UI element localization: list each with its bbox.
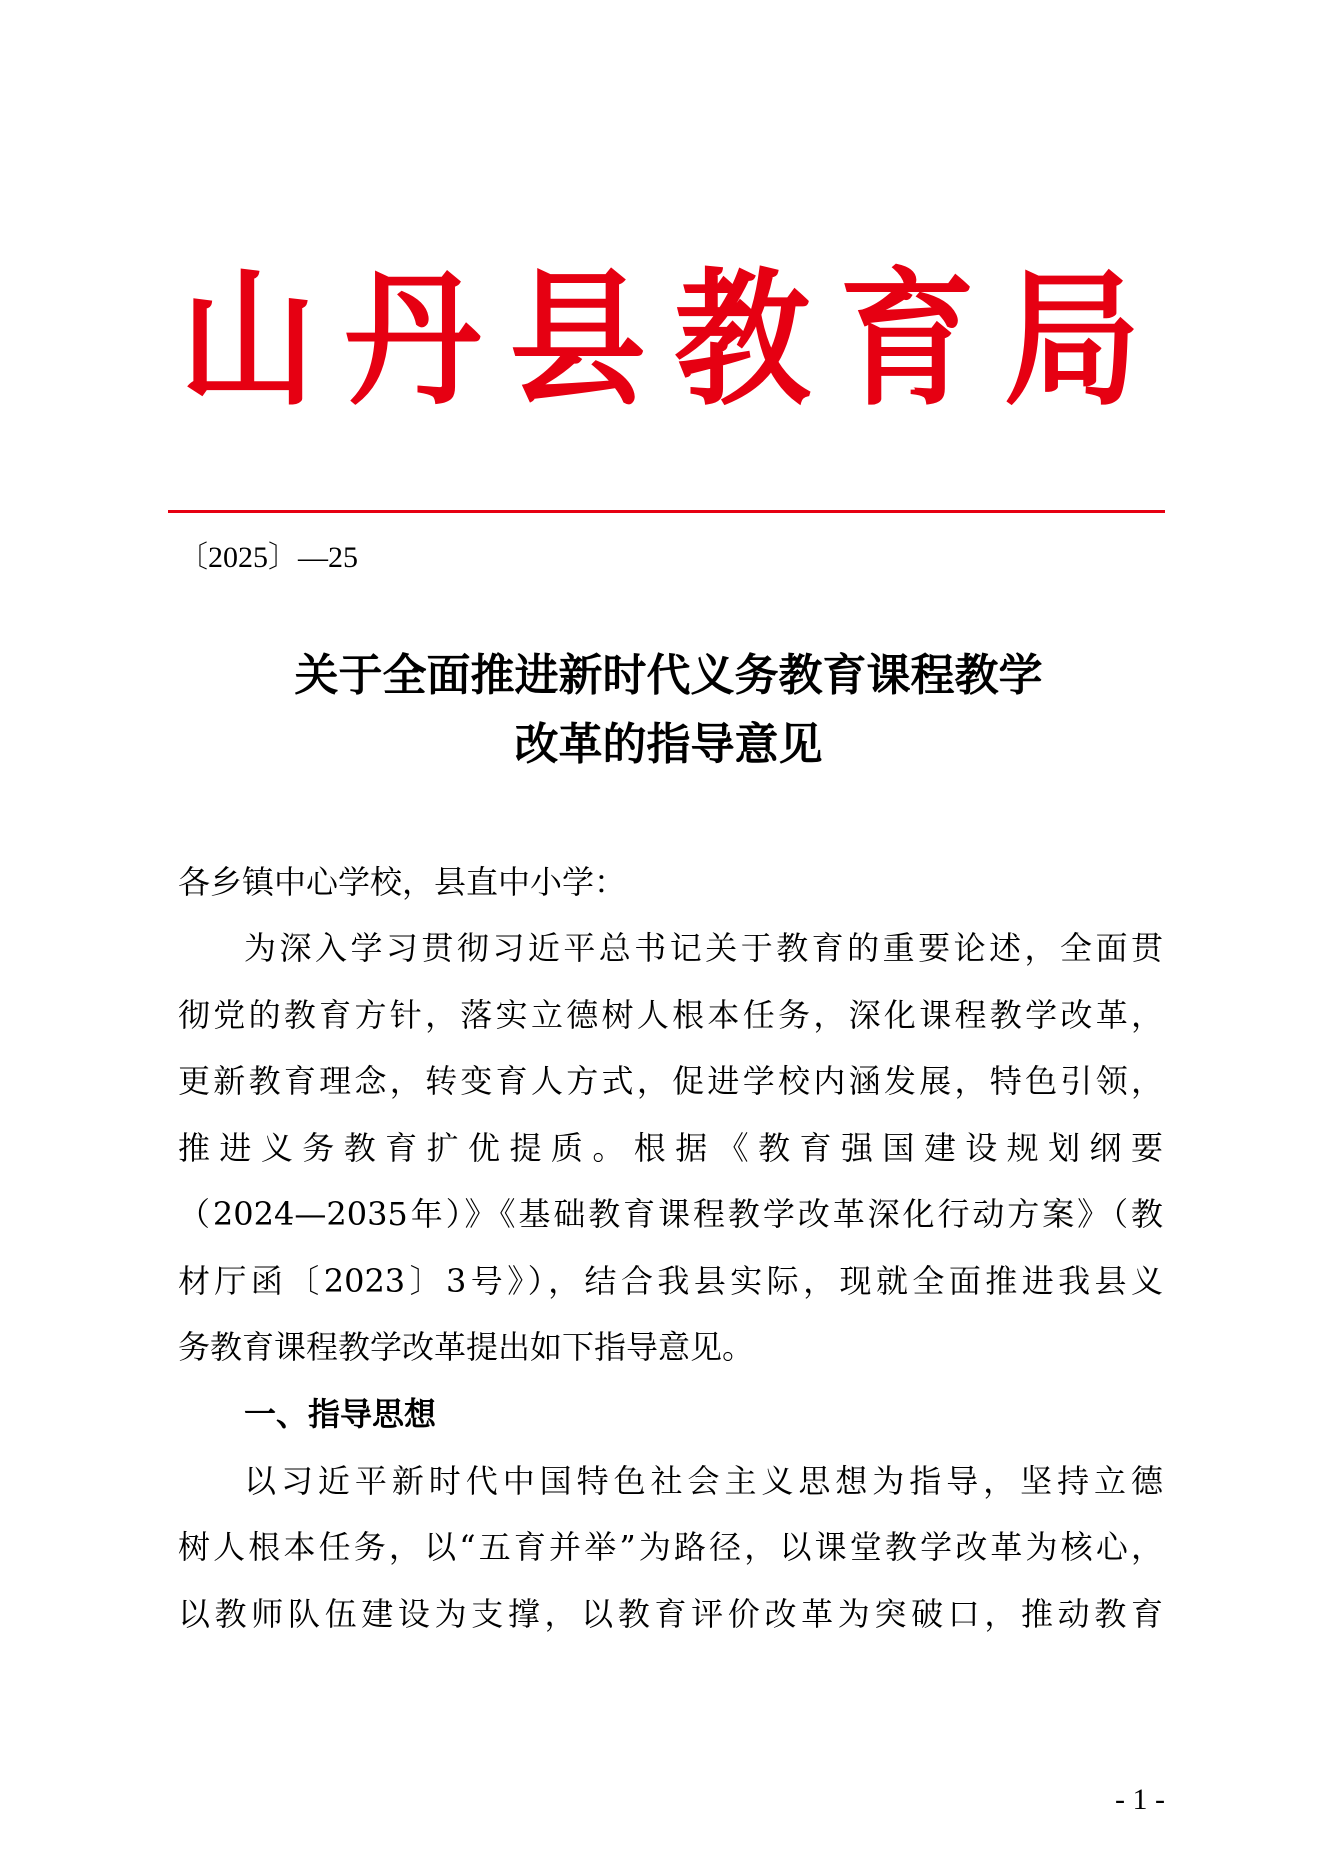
masthead-char: 丹 [344,253,481,427]
paragraph-line: （2024—2035年）》《基础教育课程教学改革深化行动方案》（教 [178,1195,1163,1233]
paragraph-line: 更新教育理念，转变育人方式，促进学校内涵发展，特色引领， [178,1062,1163,1100]
paragraph-line: 树人根本任务，以“五育并举”为路径，以课堂教学改革为核心， [178,1528,1163,1566]
document-title-line-1: 关于全面推进新时代义务教育课程教学 [294,650,1043,701]
document-title-line-2: 改革的指导意见 [514,719,823,770]
masthead-title [180,255,1140,425]
masthead-char: 山 [180,253,316,427]
page-number: - 1 - [1115,1783,1165,1816]
paragraph-line: 为深入学习贯彻习近平总书记关于教育的重要论述，全面贯 [244,929,1163,967]
paragraph-line: 彻党的教育方针，落实立德树人根本任务，深化课程教学改革， [178,996,1163,1034]
salutation: 各乡镇中心学校，县直中小学： [178,863,627,901]
masthead-char: 教 [674,253,811,427]
red-separator-line [168,510,1165,513]
paragraph-line: 材厅函〔2023〕3号》），结合我县实际，现就全面推进我县义 [178,1262,1163,1300]
paragraph-line: 以教师队伍建设为支撑，以教育评价改革为突破口，推动教育 [178,1595,1163,1633]
masthead-char: 县 [509,253,646,427]
masthead-char: 局 [1003,253,1140,427]
document-number: 〔2025〕—25 [178,541,358,574]
paragraph-line: 务教育课程教学改革提出如下指导意见。 [178,1328,755,1366]
paragraph-line: 推进义务教育扩优提质。根据《教育强国建设规划纲要 [178,1129,1163,1167]
masthead-char: 育 [839,253,976,427]
paragraph-line: 以习近平新时代中国特色社会主义思想为指导，坚持立德 [244,1462,1163,1500]
section-heading: 一、指导思想 [244,1395,437,1433]
